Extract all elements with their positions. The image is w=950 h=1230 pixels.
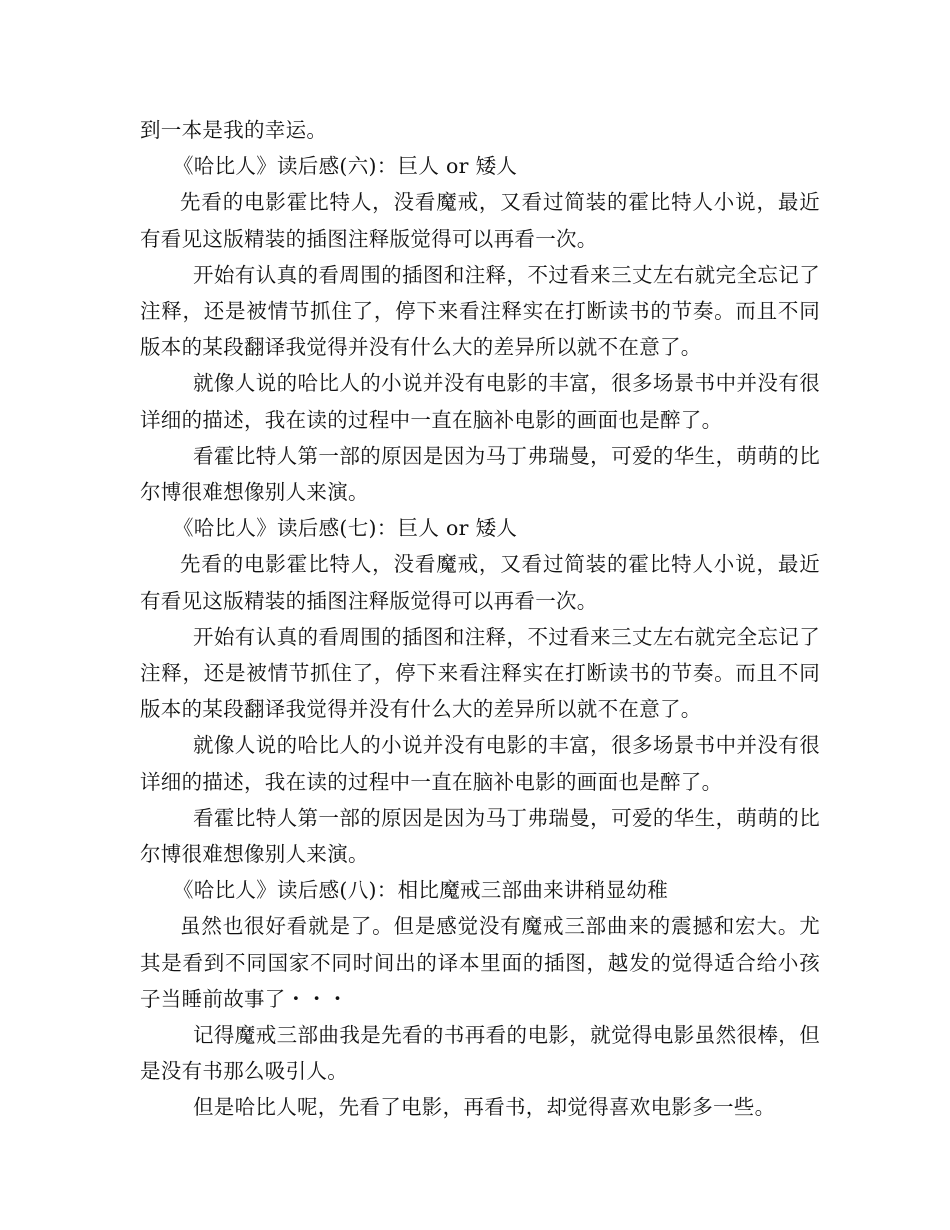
paragraph: 先看的电影霍比特人，没看魔戒，又看过简装的霍比特人小说，最近有看见这版精装的插图注释版觉得可以再看一次。	[140, 190, 820, 251]
document-body	[140, 112, 820, 1126]
paragraph: 开始有认真的看周围的插图和注释，不过看来三丈左右就完全忘记了注释，还是被情节抓住了，停下来看注释实在打断读书的节奏。而且不同版本的某段翻译我觉得并没有什么大的差异所以就不在意了。	[140, 624, 820, 722]
section-heading: 《哈比人》读后感(六)：巨人 or 矮人	[173, 154, 518, 179]
paragraph: 就像人说的哈比人的小说并没有电影的丰富，很多场景书中并没有很详细的描述，我在读的过程中一直在脑补电影的画面也是醉了。	[140, 733, 820, 794]
paragraph: 开始有认真的看周围的插图和注释，不过看来三丈左右就完全忘记了注释，还是被情节抓住了，停下来看注释实在打断读书的节奏。而且不同版本的某段翻译我觉得并没有什么大的差异所以就不在意了。	[140, 262, 820, 360]
paragraph: 看霍比特人第一部的原因是因为马丁弗瑞曼，可爱的华生，萌萌的比尔博很难想像别人来演。	[140, 805, 820, 867]
section-heading: 《哈比人》读后感(七)：巨人 or 矮人	[173, 516, 518, 541]
paragraph: 记得魔戒三部曲我是先看的书再看的电影，就觉得电影虽然很棒，但是没有书那么吸引人。	[140, 1023, 820, 1084]
section-heading: 《哈比人》读后感(八)：相比魔戒三部曲来讲稍显幼稚	[173, 878, 668, 903]
paragraph-continuation: 到一本是我的幸运。	[140, 118, 328, 142]
paragraph: 就像人说的哈比人的小说并没有电影的丰富，很多场景书中并没有很详细的描述，我在读的过程中一直在脑补电影的画面也是醉了。	[140, 371, 820, 432]
paragraph: 先看的电影霍比特人，没看魔戒，又看过简装的霍比特人小说，最近有看见这版精装的插图注释版觉得可以再看一次。	[140, 552, 820, 613]
paragraph: 但是哈比人呢，先看了电影，再看书，却觉得喜欢电影多一些。	[193, 1095, 776, 1120]
paragraph: 看霍比特人第一部的原因是因为马丁弗瑞曼，可爱的华生，萌萌的比尔博很难想像别人来演。	[140, 443, 820, 505]
paragraph: 虽然也很好看就是了。但是感觉没有魔戒三部曲来的震撼和宏大。尤其是看到不同国家不同时间出的译本里面的插图，越发的觉得适合给小孩子当睡前故事了・・・	[140, 914, 820, 1011]
